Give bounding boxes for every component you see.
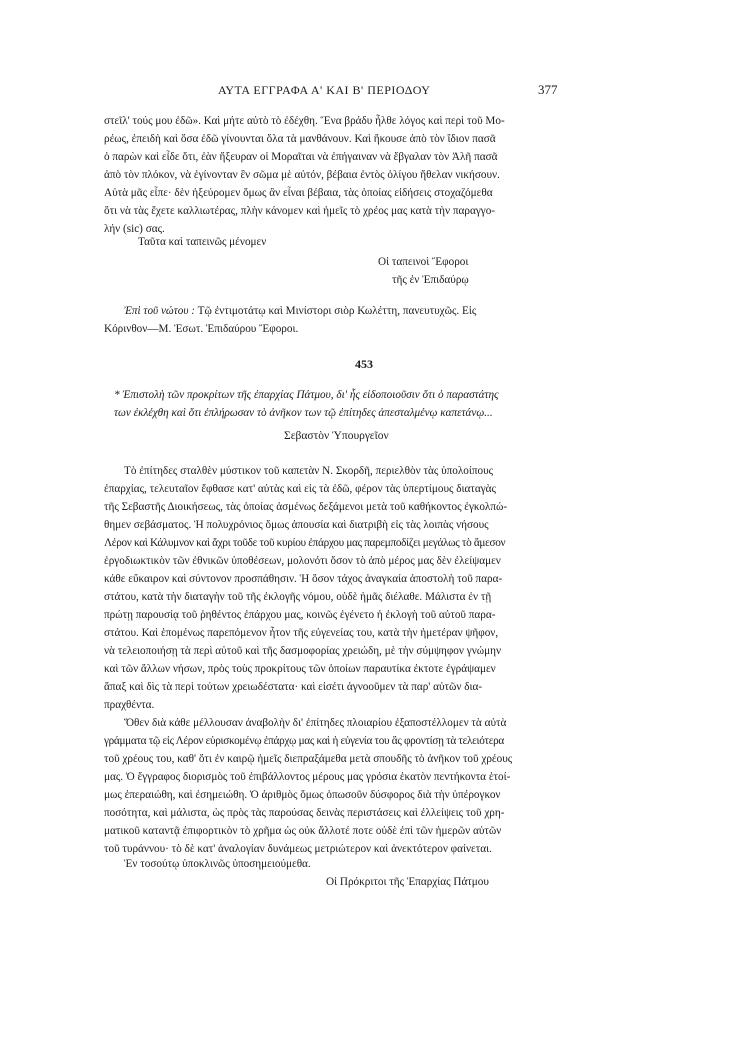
text-line: γράμματα τῷ εἰς Λέρον εὑρισκομένῳ ἐπάρχῳ μας καὶ ἡ εὐγενία του ἂς φροντίσῃ τὰ τελειότερα <box>104 735 504 747</box>
text-line: πρώτῃ παρουσίᾳ τοῦ ῥηθέντος ἐπάρχου μας, κοινῶς ἐγένετο ἡ ἐκλογὴ τοῦ αὐτοῦ παρα- <box>104 609 496 621</box>
text-line: τοῦ τυράννου· τὸ δὲ κατ' ἀναλογίαν δυνάμεως μετριώτερον καὶ ἀνεκτότερον φαίνεται. <box>104 843 492 855</box>
signature-line: Οἱ ταπεινοὶ Ἔφοροι <box>378 256 469 268</box>
summary-line: * Ἐπιστολὴ τῶν προκρίτων τῆς ἐπαρχίας Πάτμου, δι' ἧς εἰδοποιοῦσιν ὅτι ὁ παραστάτης <box>114 389 499 401</box>
text-line: τοῦ χρέους του, καθ' ὅτι ἐν καιρῷ ἡμεῖς διεπραξάμεθα μετὰ σπουδῆς τὸ ἀνῆκον τοῦ χρέους <box>104 753 513 765</box>
text-line: ἐργοδιωκτικὸν τῶν ἐθνικῶν ὑποθέσεων, μολονότι ὅσον τὸ ἀπὸ μέρος μας δὲν ἐλείψαμεν <box>104 555 501 567</box>
text-line: θημεν σεβάσματος. Ἡ πολυχρόνιος ὅμως ἀπουσία καὶ διατριβὴ εἰς τὰς λοιπὰς νήσους <box>104 519 489 531</box>
text-line: μας. Ὁ ἔγγραφος διορισμὸς τοῦ ἐπιβάλλοντος μέρους μας γρόσια ἑκατὸν πεντήκοντα ἑτοί- <box>104 771 511 783</box>
address-text: Τῷ ἐντιμοτάτῳ καὶ Μινίστορι σιὸρ Κωλέττη, πανευτυχῶς. Εἰς <box>197 305 477 317</box>
text-line: ματικοῦ καταντᾷ ἐπιφορτικὸν τὸ χρῆμα ὡς οὐκ ἄλλοτέ ποτε οὐδὲ ἐπὶ τῶν ἡμερῶν αὐτῶν <box>104 825 502 837</box>
text-line: κάθε εὔκαιρον καὶ σύντονον προσπάθησιν. Ἡ ὅσον τάχος ἀναγκαία ἀποστολὴ τοῦ παρα- <box>104 573 503 585</box>
text-line: καὶ τῶν ἄλλων νήσων, πρὸς τοὺς προκρίτους τῶν ὁποίων παραυτίκα ἐκτοτε ἐγράψαμεν <box>104 663 496 675</box>
text-line: ρέως, ἐπειδὴ καὶ ὅσα ἐδῶ γίνουνται ὅλα τὰ μανθάνουν. Καὶ ἤκουσε ἀπὸ τὸν ἴδιον πασᾶ <box>104 133 496 145</box>
scan-artifact <box>10 965 740 967</box>
address-line: Κόρινθον—Μ. Ἐσωτ. Ἐπιδαύρου Ἔφοροι. <box>104 323 299 335</box>
text-line: Τὸ ἐπίτηδες σταλθὲν μύστικον τοῦ καπετὰν Ν. Σκορδῆ, περιελθὸν τὰς ὑπολοίπους <box>124 465 494 477</box>
text-line: νὰ τελειοποιήσῃ τὰ περὶ αὐτοῦ καὶ τῆς δασμοφορίας χρειώδη, μὲ τὴν σύμψηφον γνώμην <box>104 645 502 657</box>
text-line: στεῖλ' τούς μου ἐδῶ». Καὶ μήτε αὐτὸ τὸ ἐδέχθη. Ἕνα βράδυ ἦλθε λόγος καὶ περὶ τοῦ Μο- <box>104 115 505 127</box>
text-line: ἐπαρχίας, τελευταῖον ἔφθασε κατ' αὐτὰς καὶ εἰς τὰ ἐδῶ, φέρον τὰς ὑπερτίμους διαταγὰς <box>104 483 496 495</box>
signature-line: Οἱ Πρόκριτοι τῆς Ἐπαρχίας Πάτμου <box>326 876 489 888</box>
text-line: μως ἐπεραιώθη, καὶ ἐσημειώθη. Ὁ ἀριθμὸς ὅμως ὁπωσοῦν δύσφορος διὰ τὴν ὑπέρογκον <box>104 789 501 801</box>
address-line <box>124 302 584 320</box>
text-line: στάτου, κατὰ τὴν διαταγὴν τοῦ τῆς ἐκλογῆς νόμου, οὐδὲ ἡμᾶς διέλαθε. Μάλιστα ἐν τῇ <box>104 591 492 603</box>
text-line: πραχθέντα. <box>104 699 155 711</box>
letter-closing: Ταῦτα καὶ ταπεινῶς μένομεν <box>138 236 267 248</box>
signature-line: τῆς ἐν Ἐπιδαύρῳ <box>392 274 469 286</box>
text-line: ποσότητα, καὶ μάλιστα, ὡς πρὸς τὰς παρούσας δεινὰς περιστάσεις καὶ ἐλλείψεις τοῦ χρη- <box>104 807 505 819</box>
text-line: ἅπαξ καὶ δὶς τὰ περὶ τούτων χρειωδέστατα· καὶ εἰσέτι ἀγνοοῦμεν τὰ παρ' αὐτῶν δια- <box>104 681 483 693</box>
summary-line: των ἐκλέχθη καὶ ὅτι ἐπλήρωσαν τὸ ἀνῆκον των τῷ ἐπίτηδες ἀπεσταλμένῳ καπετάνῳ... <box>114 407 493 419</box>
text-line: λήν (sic) σας. <box>104 223 165 235</box>
address-label: Ἐπὶ τοῦ νώτου : <box>124 305 195 317</box>
letter-closing: Ἐν τοσούτῳ ὑποκλινῶς ὑποσημειούμεθα. <box>124 858 311 870</box>
text-line: τῆς Σεβαστῆς Διοικήσεως, τὰς ὁποίας ἀσμένως δεξάμενοι μετὰ τοῦ καθήκοντος ἐγκολπώ- <box>104 501 508 513</box>
text-line: στάτου. Καὶ ἑπομένως παρεπόμενον ἦτον τῆς εὐγενείας του, κατὰ τὴν ἡμετέραν ψῆφον, <box>104 627 499 639</box>
text-line: Λέρον καὶ Κάλυμνον καὶ ἄχρι τοῦδε τοῦ κυρίου ἐπάρχου μας παρεμποδίζει μεγάλως τὸ ἄμεσον <box>104 537 506 549</box>
text-line: Αὐτὰ μᾶς εἶπε· δὲν ἠξεύρομεν ὅμως ἂν εἶναι βέβαια, τὰς ὁποίας εἰδήσεις στοχαζόμεθα <box>104 187 493 199</box>
page-header <box>0 83 744 101</box>
text-line: ἀπὸ τὸν πλόκον, νὰ ἐγίνονταν ἓν σῶμα μὲ αὐτόν, βέβαια ἐντὸς ὀλίγου ἤθελαν νικήσουν. <box>104 169 500 181</box>
salutation: Σεβαστὸν Ὑπουργεῖον <box>284 430 389 442</box>
page-number: 377 <box>538 82 558 97</box>
running-title: ΑΥΤΑ ΕΓΓΡΑΦΑ Α' ΚΑΙ Β' ΠΕΡΙΟΔΟΥ <box>218 83 431 97</box>
text-line: Ὅθεν διὰ κάθε μέλλουσαν ἀναβολὴν δι' ἐπίτηδες πλοιαρίου ἐξαποστέλλομεν τὰ αὐτὰ <box>124 717 507 729</box>
text-line: ὁ παρὼν καὶ εἶδε ὅτι, ἐὰν ἤξευραν οἱ Μοραῖται νὰ ἐπήγαιναν νὰ ἔβγαλαν τὸν Ἀλῆ πασᾶ <box>104 151 498 163</box>
document-number: 453 <box>355 357 373 371</box>
text-line: ὅτι νὰ τὰς ἔχετε καλλιωτέρας, πλὴν κάνομεν καὶ ἡμεῖς τὸ χρέος μας κατὰ τὴν παραγγο- <box>104 205 496 217</box>
